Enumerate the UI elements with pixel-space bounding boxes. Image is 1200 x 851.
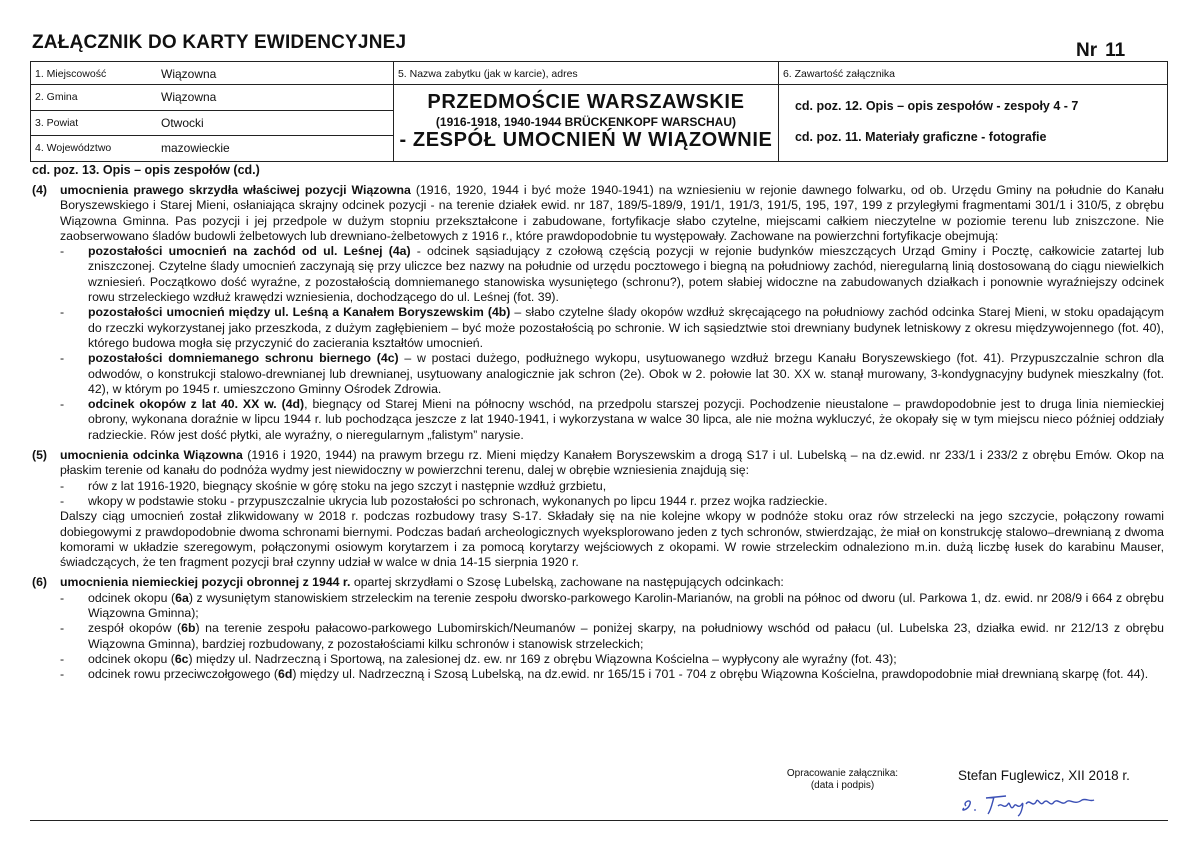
contents-item-1: cd. poz. 12. Opis – opis zespołów - zespoły 4 - 7 bbox=[794, 99, 1079, 113]
data-podpis-label: (data i podpis) bbox=[810, 780, 875, 791]
attachment-contents bbox=[778, 85, 1167, 162]
author-name: Stefan Fuglewicz, XII 2018 r. bbox=[958, 768, 1130, 783]
item-6c-pre: odcinek okopu ( bbox=[88, 651, 175, 666]
prepared-by-label bbox=[775, 768, 910, 792]
description-body bbox=[32, 183, 1164, 685]
field-miejscowosc bbox=[31, 62, 393, 84]
item-4c-text: – w postaci dużego, podłużnego wykopu, usytuowanego wzdłuż brzegu Kanału Boryszewskiego (fot. 41). Przypuszczalnie schron dla odwodów, o konstrukcji stalowo-drewnianej lub drewnianej, usytuowany analogicznie jak schron (2e). Obok w 2. połowie lat 30. XX w. stanął murowany, 3-kondygnacyjny budynek mieszkalny (fot. 42), w którym po 1945 r. umieszczono Gminny Ośrodek Zdrowia. bbox=[88, 351, 1164, 396]
item-4d-title: odcinek okopów z lat 40. XX w. (4d) bbox=[88, 397, 305, 412]
nr-value: 11 bbox=[1105, 40, 1126, 61]
wojewodztwo-label: 4. Województwo bbox=[35, 142, 112, 155]
section-6-title: umocnienia niemieckiej pozycji obronnej z 1944 r. bbox=[60, 575, 351, 590]
item-4b-title: pozostałości umocnień między ul. Leśną a Kanałem Boryszewskim (4b) bbox=[88, 305, 511, 320]
bullet: - bbox=[60, 478, 65, 493]
bullet: - bbox=[60, 667, 65, 682]
powiat-value: Otwocki bbox=[161, 115, 204, 130]
bullet: - bbox=[60, 305, 65, 320]
bullet: - bbox=[60, 397, 65, 412]
wojewodztwo-value: mazowieckie bbox=[161, 141, 230, 156]
bullet: - bbox=[60, 244, 65, 259]
gmina-value: Wiązowna bbox=[161, 90, 217, 104]
item-6c-code: 6c bbox=[174, 651, 189, 666]
item-6c-text: ) między ul. Nadrzeczną i Sportową, na zalesionej dz. ew. nr 169 z obrębu Wiązowna Kościelna – wypłycony ale wyraźny (fot. 43); bbox=[188, 651, 897, 666]
list-item bbox=[60, 652, 1164, 667]
item-4c-title: pozostałości domniemanego schronu biernego (4c) bbox=[88, 351, 399, 366]
section-4 bbox=[32, 183, 1164, 443]
item-6d-code: 6d bbox=[278, 667, 293, 682]
bullet: - bbox=[60, 651, 65, 666]
list-item bbox=[60, 244, 1164, 305]
bottom-rule bbox=[30, 820, 1168, 821]
gmina-label: 2. Gmina bbox=[35, 91, 78, 103]
item-6b-text: ) na terenie zespołu pałacowo-parkowego Lubomirskich/Neumanów – poniżej skarpy, na południowy wschód od pałacu (ul. Lubelska 23, działka ewid. nr 212/13 z obrębu Wiązowna Gminna), bardziej rozbudowany, z pozostałościami kilku schronów i stanowisk strzeleckich; bbox=[88, 621, 1164, 651]
header-table bbox=[30, 61, 1168, 162]
section-5 bbox=[32, 448, 1164, 570]
item-5a-text: rów z lat 1916-1920, biegnący skośnie w górę stoku na jego szczyt i następnie wzdłuż grzbietu, bbox=[88, 478, 607, 493]
bullet: - bbox=[60, 493, 65, 508]
monument-name bbox=[393, 85, 778, 162]
contents-item-2: cd. poz. 11. Materiały graficzne - fotografie bbox=[794, 130, 1047, 144]
item-4b-text: – słabo czytelne ślady okopów wzdłuż skręcającego na południowy zachód odcinka Starej Mieni, w stoku opadającym do rzeczki wykorzystanej jako przeszkoda, z dużym zagłębieniem – być może pozostałością po schronie. W ich sąsiedztwie stoi drewniany budynek letniskowy z okresu międzywojennego (fot. 40), którego budowa mogła się przyczynić do zacierania kształtów umocnień. bbox=[88, 305, 1164, 350]
field-wojewodztwo bbox=[31, 136, 393, 158]
item-6d-pre: odcinek rowu przeciwczołgowego ( bbox=[88, 667, 279, 682]
section-5-title: umocnienia odcinka Wiązowna bbox=[60, 448, 243, 463]
item-6a-code: 6a bbox=[175, 590, 189, 605]
footer bbox=[0, 760, 1200, 850]
section-heading: cd. poz. 13. Opis – opis zespołów (cd.) bbox=[32, 163, 260, 177]
list-item bbox=[60, 667, 1164, 682]
section-4-title: umocnienia prawego skrzydła właściwej pozycji Wiązowna bbox=[60, 183, 411, 197]
section-6 bbox=[32, 575, 1164, 682]
monument-line-1: PRZEDMOŚCIE WARSZAWSKIE bbox=[427, 91, 745, 113]
signature bbox=[958, 786, 1108, 818]
field-zawartosc-label: 6. Zawartość załącznika bbox=[778, 62, 1167, 85]
field-gmina bbox=[31, 85, 393, 107]
list-item bbox=[60, 494, 1164, 509]
list-item bbox=[60, 305, 1164, 351]
item-4a-title: pozostałości umocnień na zachód od ul. Leśnej (4a) bbox=[88, 244, 411, 259]
section-number: (6) bbox=[32, 575, 48, 590]
opracowanie-label: Opracowanie załącznika: bbox=[786, 768, 899, 779]
item-4a-text: - odcinek sąsiadujący z czołową częścią pozycji w rejonie budynków mieszczących Urząd Gminy i Pocztę, całkowicie zatartej lub zniszczonej. Czytelne ślady umocnień zaczynają się przy uliczce bez nazwy na południe od urzędu pocztowego i biegną na południowy zachód, nieregularną linią dostosowaną do ciągu niewielkich wzniesień. Początkowo dość wyraźne, z pozostałością domniemanego stanowiska wysuniętego (schronu?), potem słabiej widoczne na zabudowanych działkach i ponownie wyraźniejszy odcinek rowu strzeleckiego wzdłuż krawędzi wzniesienia, dochodzącego do ul. Leśnej (fot. 39). bbox=[88, 244, 1165, 305]
bullet: - bbox=[60, 621, 65, 636]
section-5-continuation: Dalszy ciąg umocnień został zlikwidowany w 2018 r. podczas rozbudowy trasy S-17. Składały się na nie kolejne wkopy w podnóże stoku oraz rów strzelecki na jego szczycie, połączony rowami dobiegowymi z prawdopodobnie dwoma schronami biernymi. Podczas badań archeologicznych wyeksplorowano jeden z tych schronów, stwierdzając, że miał on konstrukcję stalowo–drewnianą z dwoma komorami w układzie szeregowym, połączonymi osiowym korytarzem i za pomocą korytarzy wejściowych z okopami. W rowie strzeleckim odnaleziono m.in. dużą liczbę łusek do karabinu Mauser, świadczących, że ten fragment pozycji brał czynny udział w walce w dnia 14-15 sierpnia 1920 r. bbox=[60, 509, 1164, 570]
item-6d-text: ) między ul. Nadrzeczną i Szosą Lubelską, na dz.ewid. nr 165/15 i 701 - 704 z obrębu Wiązowna Kościelna, prawdopodobnie miał drewnianą skarpę (fot. 44). bbox=[292, 667, 1149, 682]
section-5-text: (1916 i 1920, 1944) na prawym brzegu rz. Mieni między Kanałem Boryszewskim a drogą S17 i ul. Lubelską – na dz.ewid. nr 233/1 i 233/2 z obrębu Emów. Okop na płaskim terenie od kanału do podnóża wydmy jest niewidoczny w powierzchni terenu, dalej w obrębie wzniesienia znajdują się: bbox=[60, 448, 1164, 478]
field-nazwa-label: 5. Nazwa zabytku (jak w karcie), adres bbox=[393, 62, 778, 85]
powiat-label: 3. Powiat bbox=[35, 116, 79, 129]
miejscowosc-value: Wiązowna bbox=[161, 67, 217, 81]
miejscowosc-label: 1. Miejscowość bbox=[35, 68, 107, 80]
list-item bbox=[60, 591, 1164, 622]
item-6b-pre: zespół okopów ( bbox=[88, 621, 182, 636]
item-6b-code: 6b bbox=[181, 621, 196, 636]
document-title: ZAŁĄCZNIK DO KARTY EWIDENCYJNEJ bbox=[32, 32, 407, 53]
bullet: - bbox=[60, 351, 65, 366]
section-number: (5) bbox=[32, 448, 48, 463]
list-item bbox=[60, 621, 1164, 652]
item-6a-pre: odcinek okopu ( bbox=[88, 590, 176, 605]
item-6a-text: ) z wysuniętym stanowiskiem strzeleckim na terenie zespołu dworsko-parkowego Karolin-Marianów, na grobli na północ od dworu (ul. Parkowa 1, dz. ewid. nr 208/9 i 664 z obrębu Wiązowna Gminna); bbox=[88, 590, 1164, 621]
item-5b-text: wkopy w podstawie stoku - przypuszczalnie ukrycia lub pozostałości po schronach, wykonanych po lipcu 1944 r. przez wojka radzieckie. bbox=[88, 493, 828, 508]
field-powiat bbox=[31, 111, 393, 133]
nr-label: Nr bbox=[1076, 40, 1098, 61]
monument-line-3: - ZESPÓŁ UMOCNIEŃ W WIĄZOWNIE bbox=[399, 129, 773, 151]
list-item bbox=[60, 397, 1164, 443]
bullet: - bbox=[60, 590, 65, 605]
section-4-text: (1916, 1920, 1944 i być może 1940-1941) na wzniesieniu w rejonie dawnego folwarku, od ob. Urzędu Gminy na południe do Kanału Boryszewskiego i Starej Mieni, osłaniająca skrajny odcinek pozycji - na terenie działek ewid. nr 187, 189/5-189/9, 191/1, 191/3, 191/5, 195, 197, 199 z przyległymi fragmentami 301/1 i 310/5, z obrębu Wiązowna Gminna. Pas pozycji i jej przedpole w dużym stopniu przekształcone i zabudowane, fortyfikacje słabo czytelne, miejscami całkiem nieczytelne w poziomie terenu lub zniszczone. Nie zaobserwowano śladów budowli żelbetowych lub drewniano-żelbetowych z 1916 r., które prawdopodobnie tu występowały. Zachowane na powierzchni fortyfikacje obejmują: bbox=[60, 183, 1164, 243]
list-item bbox=[60, 351, 1164, 397]
section-6-text: opartej skrzydłami o Szosę Lubelską, zachowane na następujących odcinkach: bbox=[350, 575, 784, 590]
section-number: (4) bbox=[32, 183, 48, 197]
monument-line-2: (1916-1918, 1940-1944 BRÜCKENKOPF WARSCHAU) bbox=[435, 115, 737, 129]
item-4d-text: , biegnący od Starej Mieni na północny wschód, na przedpolu starszej pozycji. Pochodzenie nieustalone – prawdopodobnie jest to druga linia niemieckiej obrony, wykonana doraźnie w lipcu 1944 r. lub pochodząca jeszcze z lat 1940-1941, i wykorzystana w walce 30 lipca, ale nie można wykluczyć, że okopały się w tym miejscu nieco później oddziały radzieckie. Rów jest dość płytki, ale wyraźny, o nieregularnym „falistym” narysie. bbox=[88, 397, 1164, 442]
list-item bbox=[60, 479, 1164, 494]
attachment-number bbox=[1076, 40, 1125, 62]
